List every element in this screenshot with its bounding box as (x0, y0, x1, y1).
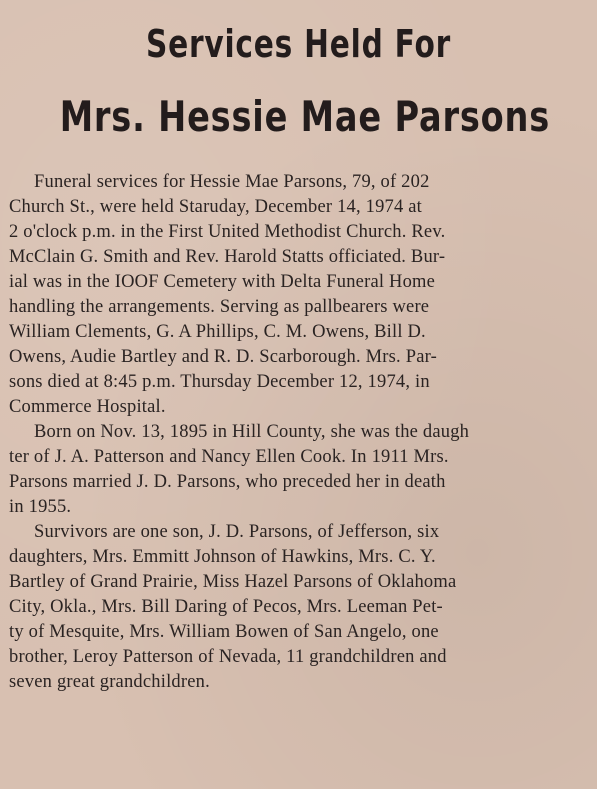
headline-line-2: Mrs. Hessie Mae Parsons (59, 92, 551, 141)
headline-line-1: Services Held For (145, 22, 452, 66)
article-line: 2 o'clock p.m. in the First United Methodist Church. Rev. (9, 222, 446, 242)
article-line: in 1955. (9, 497, 72, 517)
article-line: sons died at 8:45 p.m. Thursday December 12, 1974, in (9, 372, 430, 392)
article-line: Church St., were held Staruday, December 14, 1974 at (9, 197, 423, 217)
article-line: McClain G. Smith and Rev. Harold Statts officiated. Bur- (9, 247, 446, 267)
article-line: ty of Mesquite, Mrs. William Bowen of San Angelo, one (9, 622, 439, 642)
article-line: ter of J. A. Patterson and Nancy Ellen Cook. In 1911 Mrs. (9, 447, 449, 467)
article-line: Funeral services for Hessie Mae Parsons, 79, of 202 (34, 172, 430, 192)
article-line: William Clements, G. A Phillips, C. M. Owens, Bill D. (9, 322, 426, 342)
article-body (9, 170, 593, 695)
article-line: seven great grandchildren. (9, 672, 210, 692)
article-line: brother, Leroy Patterson of Nevada, 11 grandchildren and (9, 647, 447, 667)
article-line: handling the arrangements. Serving as pallbearers were (9, 297, 430, 317)
article-line: City, Okla., Mrs. Bill Daring of Pecos, Mrs. Leeman Pet- (9, 597, 443, 617)
article-line: Born on Nov. 13, 1895 in Hill County, she was the daugh (34, 422, 470, 442)
article-line: Bartley of Grand Prairie, Miss Hazel Parsons of Oklahoma (9, 572, 457, 592)
article-line: Owens, Audie Bartley and R. D. Scarborough. Mrs. Par- (9, 347, 437, 367)
article-line: daughters, Mrs. Emmitt Johnson of Hawkins, Mrs. C. Y. (9, 547, 436, 567)
article-line: Parsons married J. D. Parsons, who preceded her in death (9, 472, 446, 492)
article-line: ial was in the IOOF Cemetery with Delta Funeral Home (9, 272, 436, 292)
article-line: Commerce Hospital. (9, 397, 166, 417)
article-line: Survivors are one son, J. D. Parsons, of Jefferson, six (34, 522, 440, 542)
